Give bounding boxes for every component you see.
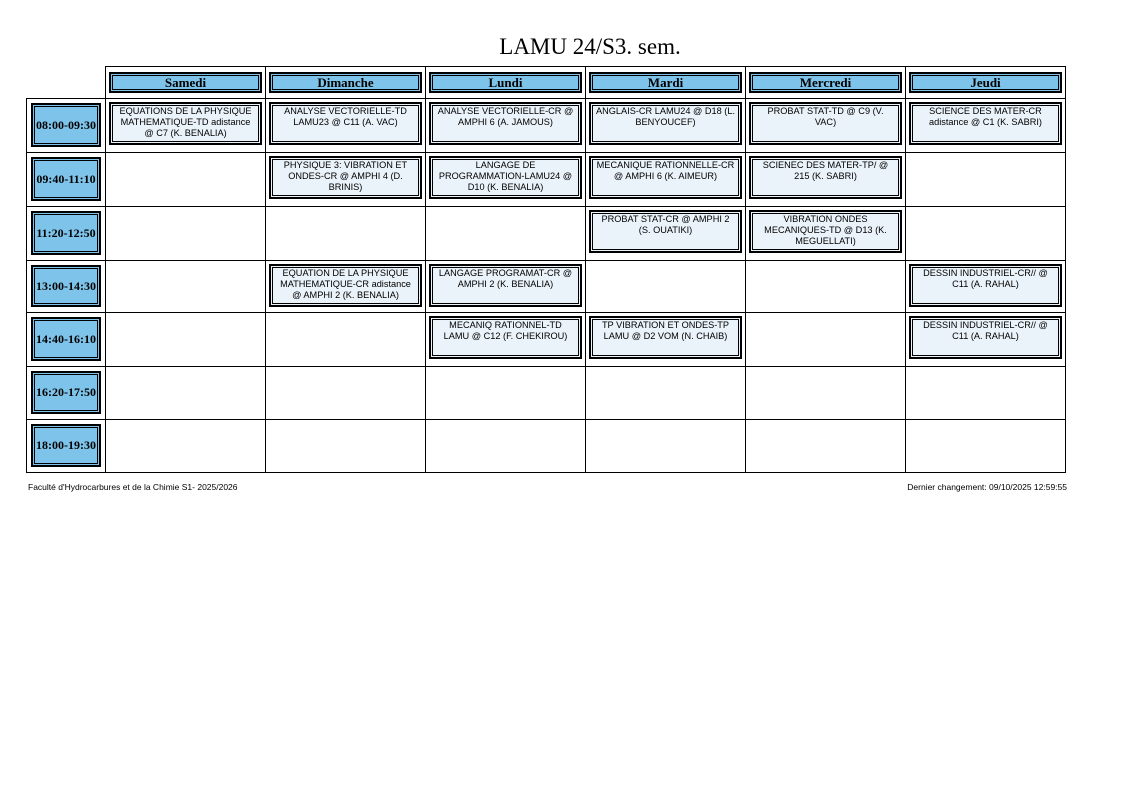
course-entry: MECANIQ RATIONNEL-TD LAMU @ C12 (F. CHEKIROU) xyxy=(429,316,582,359)
timetable-grid xyxy=(26,66,1066,473)
course-entry: ANGLAIS-CR LAMU24 @ D18 (L. BENYOUCEF) xyxy=(589,102,742,145)
course-entry: ANALYSE VECTORIELLE-TD LAMU23 @ C11 (A. VAC) xyxy=(269,102,422,145)
schedule-cell xyxy=(266,313,426,367)
day-header-cell xyxy=(746,66,906,99)
course-entry: DESSIN INDUSTRIEL-CR// @ C11 (A. RAHAL) xyxy=(909,316,1062,359)
course-entry: VIBRATION ONDES MECANIQUES-TD @ D13 (K. MEGUELLATI) xyxy=(749,210,902,253)
time-slot-cell xyxy=(26,367,106,420)
schedule-cell xyxy=(906,261,1066,313)
schedule-cell xyxy=(906,420,1066,473)
schedule-cell xyxy=(426,99,586,153)
schedule-cell xyxy=(746,99,906,153)
course-entry: PROBAT STAT-CR @ AMPHI 2 (S. OUATIKI) xyxy=(589,210,742,253)
schedule-cell xyxy=(906,99,1066,153)
schedule-cell xyxy=(106,313,266,367)
day-header-cell xyxy=(586,66,746,99)
day-header: Mardi xyxy=(589,72,742,93)
schedule-cell xyxy=(426,420,586,473)
course-entry: SCIENCE DES MATER-CR adistance @ C1 (K. SABRI) xyxy=(909,102,1062,145)
course-entry: EQUATIONS DE LA PHYSIQUE MATHEMATIQUE-TD adistance @ C7 (K. BENALIA) xyxy=(109,102,262,145)
schedule-cell xyxy=(266,207,426,261)
schedule-cell xyxy=(266,420,426,473)
schedule-cell xyxy=(746,207,906,261)
schedule-cell xyxy=(426,367,586,420)
schedule-cell xyxy=(106,367,266,420)
time-slot-cell xyxy=(26,207,106,261)
time-slot: 13:00-14:30 xyxy=(31,265,101,307)
schedule-cell xyxy=(266,261,426,313)
schedule-cell xyxy=(746,261,906,313)
day-header-cell xyxy=(906,66,1066,99)
schedule-cell xyxy=(586,261,746,313)
schedule-cell xyxy=(426,313,586,367)
day-header: Lundi xyxy=(429,72,582,93)
footer-last-change: Dernier changement: 09/10/2025 12:59:55 xyxy=(907,482,1067,492)
schedule-cell xyxy=(906,367,1066,420)
schedule-cell xyxy=(906,313,1066,367)
time-slot: 14:40-16:10 xyxy=(31,317,101,361)
schedule-cell xyxy=(586,207,746,261)
course-entry: MECANIQUE RATIONNELLE-CR @ AMPHI 6 (K. AIMEUR) xyxy=(589,156,742,199)
schedule-cell xyxy=(586,367,746,420)
time-slot: 18:00-19:30 xyxy=(31,424,101,467)
day-header: Dimanche xyxy=(269,72,422,93)
page-title: LAMU 24/S3. sem. xyxy=(499,34,681,59)
time-slot-cell xyxy=(26,99,106,153)
schedule-cell xyxy=(746,367,906,420)
day-header: Samedi xyxy=(109,72,262,93)
day-header: Mercredi xyxy=(749,72,902,93)
time-slot: 08:00-09:30 xyxy=(31,103,101,147)
schedule-cell xyxy=(586,420,746,473)
schedule-cell xyxy=(906,153,1066,207)
day-header-cell xyxy=(106,66,266,99)
schedule-cell xyxy=(426,261,586,313)
time-slot-cell xyxy=(26,420,106,473)
schedule-cell xyxy=(266,99,426,153)
course-entry: EQUATION DE LA PHYSIQUE MATHEMATIQUE-CR adistance @ AMPHI 2 (K. BENALIA) xyxy=(269,264,422,307)
schedule-cell xyxy=(106,153,266,207)
schedule-cell xyxy=(746,153,906,207)
day-header: Jeudi xyxy=(909,72,1062,93)
course-entry: LANGAGE PROGRAMAT-CR @ AMPHI 2 (K. BENALIA) xyxy=(429,264,582,307)
grid-corner xyxy=(26,66,106,99)
course-entry: PHYSIQUE 3: VIBRATION ET ONDES-CR @ AMPHI 4 (D. BRINIS) xyxy=(269,156,422,199)
schedule-cell xyxy=(266,367,426,420)
schedule-cell xyxy=(106,261,266,313)
day-header-cell xyxy=(266,66,426,99)
schedule-cell xyxy=(426,207,586,261)
time-slot-cell xyxy=(26,313,106,367)
course-entry: DESSIN INDUSTRIEL-CR// @ C11 (A. RAHAL) xyxy=(909,264,1062,307)
time-slot-cell xyxy=(26,153,106,207)
footer-faculty: Faculté d'Hydrocarbures et de la Chimie S1- 2025/2026 xyxy=(28,482,238,492)
schedule-cell xyxy=(426,153,586,207)
schedule-cell xyxy=(746,313,906,367)
schedule-cell xyxy=(586,153,746,207)
day-header-cell xyxy=(426,66,586,99)
schedule-cell xyxy=(106,99,266,153)
course-entry: TP VIBRATION ET ONDES-TP LAMU @ D2 VOM (N. CHAIB) xyxy=(589,316,742,359)
course-entry: SCIENEC DES MATER-TP/ @ 215 (K. SABRI) xyxy=(749,156,902,199)
course-entry: PROBAT STAT-TD @ C9 (V. VAC) xyxy=(749,102,902,145)
schedule-cell xyxy=(106,207,266,261)
schedule-cell xyxy=(106,420,266,473)
schedule-cell xyxy=(586,313,746,367)
schedule-cell xyxy=(906,207,1066,261)
schedule-cell xyxy=(746,420,906,473)
time-slot-cell xyxy=(26,261,106,313)
time-slot: 11:20-12:50 xyxy=(31,211,101,255)
schedule-cell xyxy=(586,99,746,153)
time-slot: 09:40-11:10 xyxy=(31,157,101,201)
course-entry: LANGAGE DE PROGRAMMATION-LAMU24 @ D10 (K. BENALIA) xyxy=(429,156,582,199)
schedule-cell xyxy=(266,153,426,207)
time-slot: 16:20-17:50 xyxy=(31,371,101,414)
course-entry: ANALYSE VECTORIELLE-CR @ AMPHI 6 (A. JAMOUS) xyxy=(429,102,582,145)
